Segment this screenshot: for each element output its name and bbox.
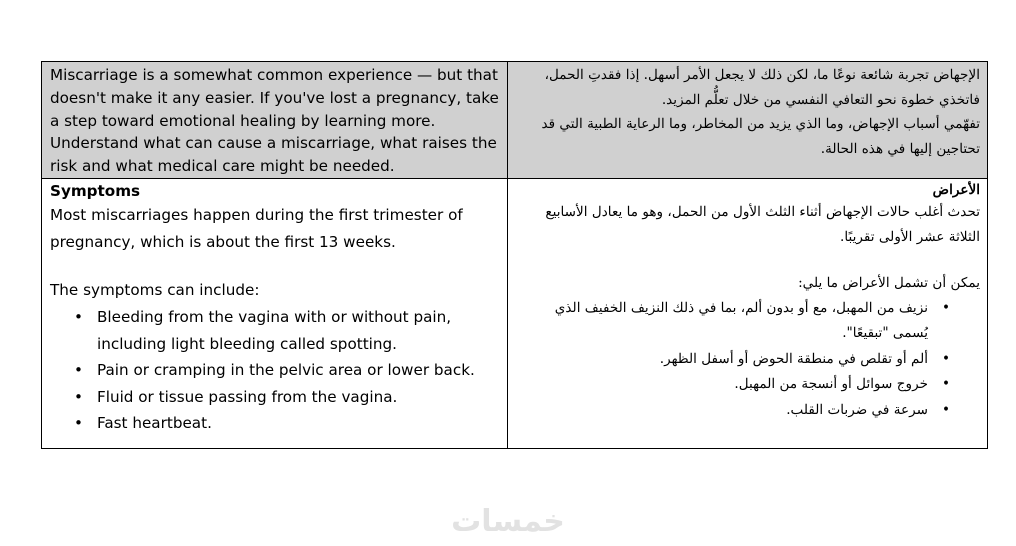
symptoms-heading-english: Symptoms (50, 181, 141, 200)
symptoms-paragraph-arabic: تحدث أغلب حالات الإجهاض أثناء الثلث الأول من الحمل، وهو ما يعادل الأسابيع الثلاثة عشر الأولى تقريبًا. (545, 203, 980, 246)
symptoms-list-english (50, 304, 501, 437)
intro-arabic-line-1: الإجهاض تجربة شائعة نوعًا ما، لكن ذلك لا يجعل الأمر أسهل. إذا فقدتِ الحمل، فاتخذي خطوة نحو التعافي النفسي من خلال تعلُّم المزيد. (544, 67, 980, 108)
list-item-text: Pain or cramping in the pelvic area or lower back. (97, 361, 475, 380)
list-item (50, 357, 501, 384)
list-item (50, 410, 501, 437)
intro-row (42, 62, 988, 179)
list-item-text: Bleeding from the vagina with or without pain, including light bleeding called spotting. (97, 308, 452, 353)
symptoms-paragraph-english: Most miscarriages happen during the first trimester of pregnancy, which is about the first 13 weeks. (50, 205, 463, 252)
list-item-text: نزيف من المهبل، مع أو بدون ألم، بما في ذلك النزيف الخفيف الذي يُسمى "تبقيعًا". (554, 299, 928, 342)
symptoms-lead-arabic: يمكن أن تشمل الأعراض ما يلي: (798, 274, 980, 291)
intro-arabic-cell (508, 62, 988, 179)
list-item-text: Fluid or tissue passing from the vagina. (97, 387, 398, 406)
symptoms-english-cell (42, 178, 508, 448)
intro-arabic-line-2: تفهّمي أسباب الإجهاض، وما الذي يزيد من المخاطر، وما الرعاية الطبية التي قد تحتاجين إليها في هذه الحالة. (541, 116, 980, 157)
bullet-icon: • (941, 299, 950, 316)
symptoms-arabic-cell (508, 178, 988, 448)
bullet-icon: • (74, 387, 83, 406)
list-item-text: Fast heartbeat. (97, 414, 212, 433)
symptoms-lead-english: The symptoms can include: (50, 280, 260, 299)
symptoms-list-arabic (518, 296, 980, 424)
list-item (518, 372, 980, 398)
list-item-text: سرعة في ضربات القلب. (786, 401, 928, 418)
bullet-icon: • (74, 361, 83, 380)
list-item (518, 296, 980, 347)
list-item (518, 347, 980, 373)
list-item-text: خروج سوائل أو أنسجة من المهبل. (734, 376, 928, 393)
list-item-text: ألم أو تقلص في منطقة الحوض أو أسفل الظهر. (659, 350, 928, 367)
bullet-icon: • (74, 308, 83, 327)
bullet-icon: • (941, 401, 950, 418)
intro-english-text: Miscarriage is a somewhat common experience — but that doesn't make it any easier. If you've lost a pregnancy, take a step toward emotional healing by learning more. Understand what can cause a miscarriage, what raises the risk and what medical care might be needed. (50, 66, 499, 176)
bullet-icon: • (941, 376, 950, 393)
intro-english-cell (42, 62, 508, 179)
symptoms-heading-arabic: الأعراض (932, 181, 980, 198)
list-item (50, 384, 501, 411)
list-item (50, 304, 501, 357)
bullet-icon: • (74, 414, 83, 433)
watermark-logo: خمسات (451, 504, 565, 539)
paragraph-spacer (518, 251, 980, 271)
symptoms-row (42, 178, 988, 448)
bullet-icon: • (941, 350, 950, 367)
list-item (518, 398, 980, 424)
bilingual-table (41, 61, 988, 449)
paragraph-spacer (50, 257, 501, 277)
